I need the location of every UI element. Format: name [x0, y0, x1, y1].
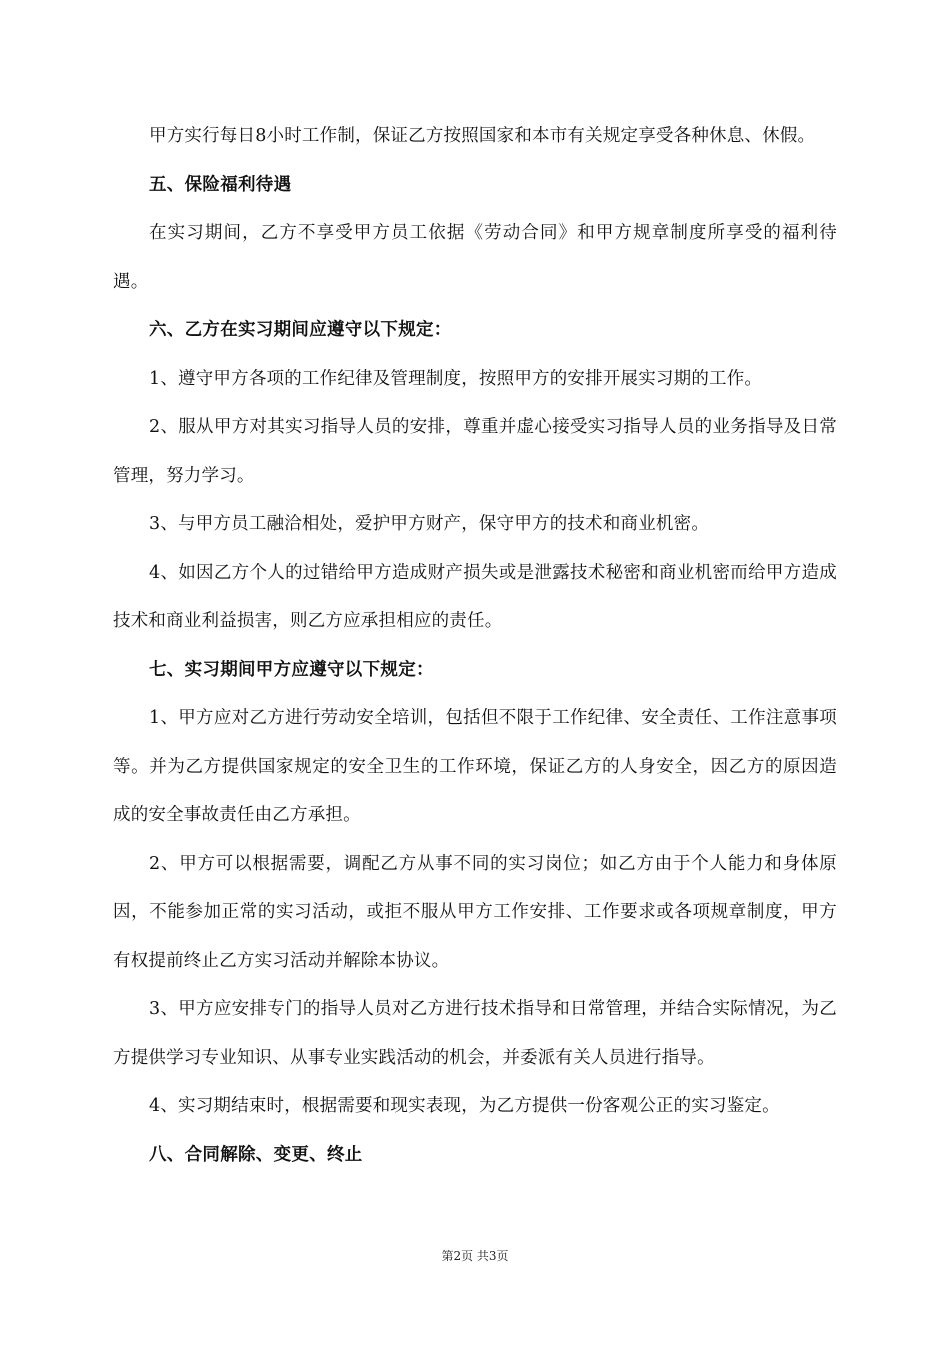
paragraph-working-hours: 甲方实行每日8小时工作制，保证乙方按照国家和本市有关规定享受各种休息、休假。	[149, 126, 816, 146]
paragraph-party-a-rule-3: 3、甲方应安排专门的指导人员对乙方进行技术指导和日常管理，并结合实际情况，为乙方提供学习专业知识、从事专业实践活动的机会，并委派有关人员进行指导。	[113, 999, 837, 1068]
paragraph-party-a-rule-1: 1、甲方应对乙方进行劳动安全培训，包括但不限于工作纪律、安全责任、工作注意事项等。并为乙方提供国家规定的安全卫生的工作环境，保证乙方的人身安全，因乙方的原因造成的安全事故责任由乙方承担。	[113, 708, 837, 825]
paragraph-party-b-rule-3: 3、与甲方员工融洽相处，爱护甲方财产，保守甲方的技术和商业机密。	[149, 514, 710, 534]
page-footer: 第2页 共3页	[441, 1249, 509, 1263]
heading-section-5: 五、保险福利待遇	[149, 174, 292, 195]
paragraph-party-b-rule-1: 1、遵守甲方各项的工作纪律及管理制度，按照甲方的安排开展实习期的工作。	[149, 368, 763, 389]
document-body	[113, 112, 837, 1179]
paragraph-party-a-rule-2: 2、甲方可以根据需要，调配乙方从事不同的实习岗位；如乙方由于个人能力和身体原因，不能参加正常的实习活动，或拒不服从甲方工作安排、工作要求或各项规章制度，甲方有权提前终止乙方实习活动并解除本协议。	[113, 853, 837, 971]
paragraph-party-b-rule-2: 2、服从甲方对其实习指导人员的安排，尊重并虚心接受实习指导人员的业务指导及日常管理，努力学习。	[113, 417, 837, 486]
paragraph-benefits: 在实习期间，乙方不享受甲方员工依据《劳动合同》和甲方规章制度所享受的福利待遇。	[113, 223, 837, 292]
heading-section-8: 八、合同解除、变更、终止	[149, 1144, 363, 1165]
paragraph-party-b-rule-4: 4、如因乙方个人的过错给甲方造成财产损失或是泄露技术秘密和商业机密而给甲方造成技术和商业利益损害，则乙方应承担相应的责任。	[113, 562, 837, 631]
heading-section-6: 六、乙方在实习期间应遵守以下规定：	[149, 320, 452, 340]
paragraph-party-a-rule-4: 4、实习期结束时，根据需要和现实表现，为乙方提供一份客观公正的实习鉴定。	[149, 1096, 780, 1116]
heading-section-7: 七、实习期间甲方应遵守以下规定：	[149, 659, 434, 680]
